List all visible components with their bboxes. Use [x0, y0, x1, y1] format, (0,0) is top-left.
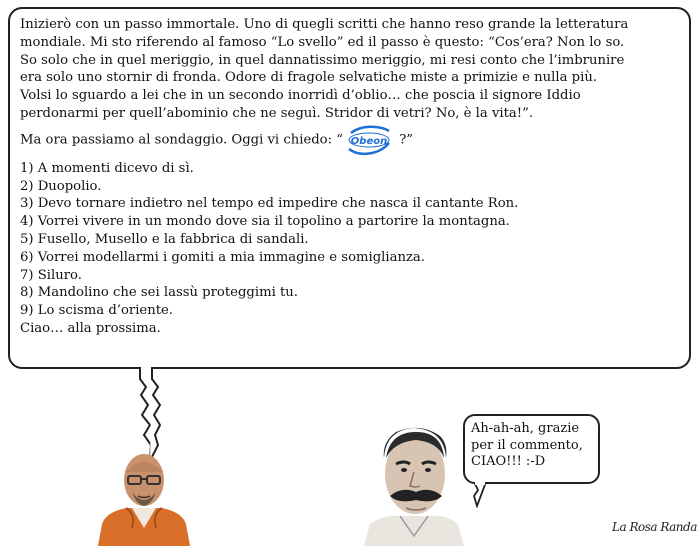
poll-option: 1) A momenti dicevo di sì.: [20, 160, 194, 176]
poll-option: 9) Lo scisma d’oriente.: [20, 303, 174, 319]
poll-option: 7) Siluro.: [20, 267, 82, 283]
poll-option: 2) Duopolio.: [20, 178, 102, 194]
obeon-logo-text: Obeon: [350, 135, 388, 147]
closing-line: Ciao… alla prossima.: [20, 320, 161, 336]
reply-line: per il commento,: [471, 437, 583, 453]
poll-options-list: [20, 160, 680, 320]
intro-line: era solo uno stornir di fronda. Odore di fragole selvatiche miste a primizie e nulla più.: [20, 70, 597, 86]
poll-suffix: ?”: [395, 132, 414, 148]
poll-prefix: Ma ora passiamo al sondaggio. Oggi vi chiedo: “: [20, 132, 344, 148]
artist-signature: La Rosa Randa: [612, 520, 697, 534]
intro-line: Inizierò con un passo immortale. Uno di quegli scritti che hanno reso grande la letteratura: [20, 17, 629, 32]
poll-option: 6) Vorrei modellarmi i gomiti a mia immagine e somiglianza.: [20, 249, 425, 265]
intro-line: mondiale. Mi sto riferendo al famoso “Lo svello” ed il passo è questo: “Cos’era? Non lo so.: [20, 34, 625, 50]
main-speech-bubble: [8, 7, 691, 369]
reply-line: CIAO!!! :-D: [471, 454, 546, 469]
poll-option: 8) Mandolino che sei lassù proteggimi tu.: [20, 285, 298, 301]
intro-line: perdonarmi per quell’abominio che ne seguì. Stridor di vetri? No, è la vita!”.: [20, 105, 534, 121]
poll-option: 3) Devo tornare indietro nel tempo ed impedire che nasca il cantante Ron.: [20, 196, 519, 212]
obeon-logo-icon: [345, 123, 393, 157]
obeon-logo: [345, 129, 393, 151]
right-character-portrait: [360, 424, 468, 546]
reply-line: Ah-ah-ah, grazie: [471, 421, 580, 436]
poll-question: [20, 129, 680, 151]
intro-line: Volsi lo sguardo a lei che in un secondo inorridì d’oblio… che poscia il signore Iddio: [20, 88, 581, 104]
poll-option: 5) Fusello, Musello e la fabbrica di sandali.: [20, 231, 309, 247]
left-character-portrait: [96, 450, 192, 546]
poll-option: 4) Vorrei vivere in un mondo dove sia il topolino a partorire la montagna.: [20, 214, 510, 230]
reply-speech-bubble: [463, 414, 600, 484]
intro-line: So solo che in quel meriggio, in quel dannatissimo meriggio, mi resi conto che l’imbrunire: [20, 52, 625, 68]
intro-paragraph: [20, 16, 680, 123]
reply-bubble-tail: [468, 482, 492, 508]
